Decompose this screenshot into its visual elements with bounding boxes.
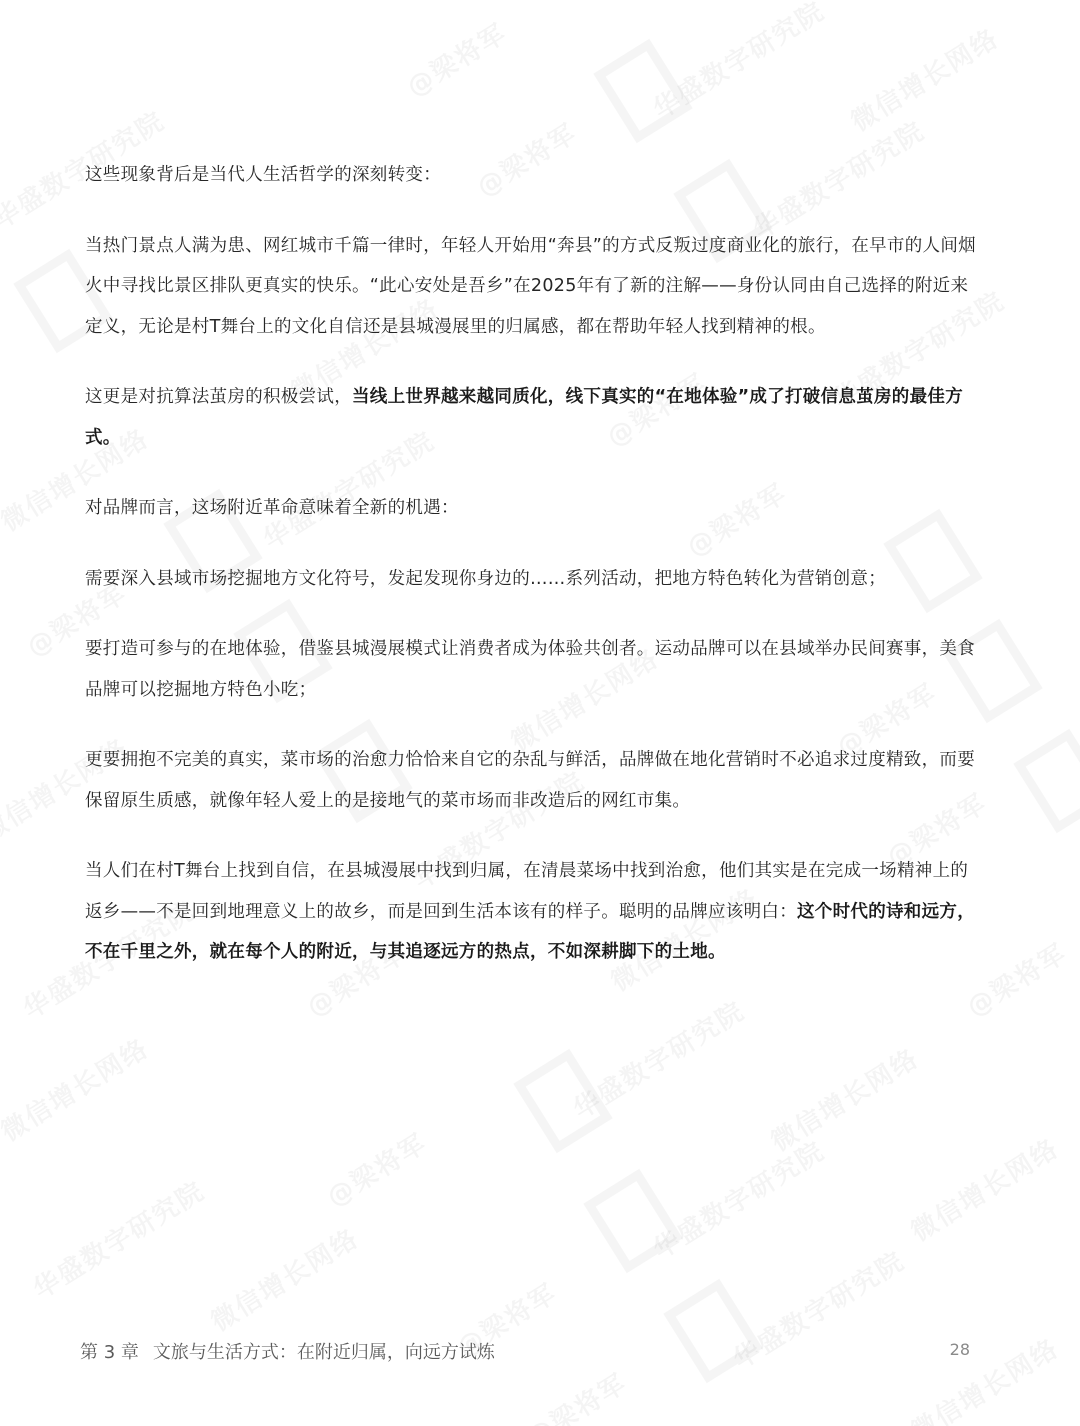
watermark-text [565,991,751,1126]
paragraph: 要打造可参与的在地体验，借鉴县城漫展模式让消费者成为体验共创者。运动品牌可以在县域举办民间赛事，美食品牌可以挖掘地方特色小吃； [85,639,975,700]
paragraph: 当热门景点人满为患、网红城市千篇一律时，年轻人开始用“奔县”的方式反叛过度商业化的旅行，在早市的人间烟火中寻找比景区排队更真实的快乐。“此心安处是吾乡”在2025年有了新的注解——身份认同由自己选择的附近来定义，无论是村T舞台上的文化自信还是县城漫展里的归属感，都在帮助年轻人找到精神的根。 [85,235,976,337]
paragraph: 更要拥抱不完美的真实，菜市场的治愈力恰恰来自它的杂乱与鲜活，品牌做在地化营销时不必追求过度精致，而要保留原生质感，就像年轻人爱上的是接地气的菜市场而非改造后的网红市集。 [85,750,975,811]
watermark-text [0,1028,155,1148]
watermark-text [645,1131,831,1266]
page-footer [80,1338,970,1368]
paragraph: 这些现象背后是当代人生活哲学的深刻转变： [85,165,441,185]
emphasis-text: 当线上世界越来越同质化，线下真实的“在地体验”成了打破信息茧房的最佳方式。 [85,387,963,448]
chapter-label [80,1338,509,1364]
chapter-title: 文旅与生活方式：在附近归属，向远方试炼 [152,1342,495,1363]
page-content [85,155,985,973]
paragraph: 对品牌而言，这场附近革命意味着全新的机遇： [85,498,459,518]
watermark-logo [1013,729,1080,834]
watermark-text [25,1171,211,1306]
watermark-text [319,1123,434,1214]
watermark-text [763,1038,925,1158]
watermark-text [903,1128,1065,1248]
watermark-text [645,0,831,126]
watermark-text [843,18,1005,138]
watermark-logo [583,1169,682,1274]
paragraph: 当人们在村T舞台上找到自信，在县城漫展中找到归属，在清晨菜场中找到治愈，他们其实是在完成一场精神上的返乡——不是回到地理意义上的故乡，而是回到生活本该有的样子。聪明的品牌应该明白：这个时代的诗和远方，不在千里之外，就在每个人的附近，与其追逐远方的热点，不如深耕脚下的土地。 [85,861,975,962]
page-number: 28 [949,1340,970,1359]
watermark-text [399,13,514,104]
watermark-text [203,1218,365,1338]
paragraph: 需要深入县域市场挖掘地方文化符号，发起发现你身边的……系列活动，把地方特色转化为营销创意； [85,568,886,589]
emphasis-text: 这个时代的诗和远方，不在千里之外，就在每个人的附近，与其追逐远方的热点，不如深耕脚下的土地。 [85,901,975,962]
chapter-number: 第 3 章 [80,1342,139,1363]
watermark-text [519,1363,634,1426]
watermark-logo [513,1049,612,1154]
paragraph: 这更是对抗算法茧房的积极尝试，当线上世界越来越同质化，线下真实的“在地体验”成了打破信息茧房的最佳方式。 [85,387,963,448]
watermark-logo [593,39,692,144]
